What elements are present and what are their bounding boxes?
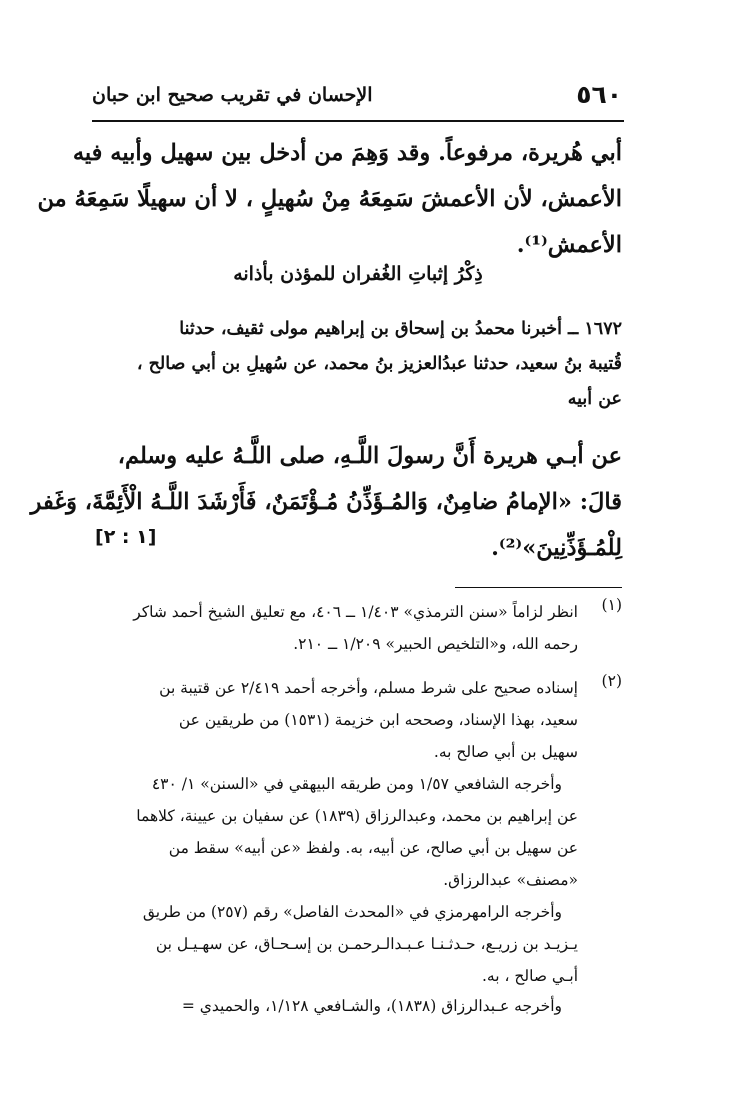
hadith-reference-tag: [١ : ٢]	[95, 526, 157, 548]
footnote-marker: (٢)	[601, 672, 622, 690]
footnote-paragraph	[92, 928, 578, 992]
intro-paragraph	[37, 130, 622, 268]
footnote-paragraph	[92, 768, 562, 800]
text-line: الأعمش، لأن الأعمشَ سَمِعَهُ مِنْ سُهيلٍ ، لا أن سهيلًا سَمِعَهُ من	[37, 186, 622, 212]
header-rule	[92, 120, 624, 122]
footnote-marker: (١)	[601, 596, 622, 614]
text-line: عن أبـي هريرة أَنَّ رسولَ اللَّـهِ، صلى اللَّـهُ عليه وسلم،	[117, 443, 622, 469]
text-line: وأخرجه عـبدالرزاق (١٨٣٨)، والشـافعي ١/١٢٨، والحميدي =	[181, 997, 562, 1015]
text-line: انظر لزاماً «سنن الترمذي» ١/٤٠٣ ــ ٤٠٦، مع تعليق الشيخ أحمد شاكر	[133, 603, 578, 621]
matn-paragraph	[30, 433, 622, 571]
text-line: قالَ: «الإمامُ ضامِنٌ، وَالمُـؤَذِّنُ مُـؤْتَمَنٌ، فَأَرْشَدَ اللَّـهُ الْأَئِمَّةَ، وَغَفر	[30, 489, 622, 515]
text-line: يـزيـد بن زريـع، حـدثـنـا عـبـدالـرحمـن بن إسـحـاق، عن سهـيـل بن	[155, 935, 578, 953]
text-line: أبـي صالح ، به.	[481, 967, 578, 985]
page-header	[92, 78, 622, 120]
isnad-paragraph	[92, 312, 622, 417]
page-number: ٥٦٠	[576, 80, 622, 109]
footnote-rule	[455, 587, 622, 588]
text-line: عن أبيه	[567, 389, 622, 409]
text-line: وأخرجه الشافعي ١/٥٧ ومن طريقه البيهقي في «السنن» ١/ ٤٣٠	[151, 775, 562, 793]
footnote-1	[92, 596, 578, 660]
footnote-paragraph	[92, 800, 578, 896]
text-line: إسناده صحيح على شرط مسلم، وأخرجه أحمد ٢/٤١٩ عن قتيبة بن	[159, 679, 578, 697]
text-line: وأخرجه الرامهرمزي في «المحدث الفاصل» رقم (٢٥٧) من طريق	[142, 903, 562, 921]
text-line: قُتيبة بنُ سعيد، حدثنا عبدُالعزيز بنُ محمد، عن سُهيلِ بن أبي صالح ،	[136, 354, 622, 374]
text-line: «مصنف» عبدالرزاق.	[443, 871, 578, 889]
text-line: سعيد، بهذا الإسناد، وصححه ابن خزيمة (١٥٣١) من طريقين عن	[178, 711, 578, 729]
text-line: لِلْمُـؤَذِّنِينَ»⁽²⁾.	[491, 535, 622, 561]
text-line: رحمه الله، و«التلخيص الحبير» ١/٢٠٩ ــ ٢١٠.	[293, 635, 578, 653]
footnote-2	[92, 672, 578, 768]
footnote-paragraph	[92, 896, 562, 928]
text-line: عن سهيل بن أبي صالح، عن أبيه، به. ولفظ «عن أبيه» سقط من	[168, 839, 578, 857]
section-heading: ذِكْرُ إثباتِ الغُفران للمؤذن بأذانه	[233, 263, 483, 285]
footnote-paragraph	[92, 990, 562, 1022]
text-line: الأعمش⁽¹⁾.	[516, 232, 622, 258]
text-line: أبي هُريرة، مرفوعاً. وقد وَهِمَ من أدخل بين سهيل وأبيه فيه	[72, 140, 622, 166]
text-line: عن إبراهيم بن محمد، وعبدالرزاق (١٨٣٩) عن سفيان بن عيينة، كلاهما	[136, 807, 578, 825]
text-line: ١٦٧٢ ــ أخبرنا محمدُ بن إسحاق بن إبراهيم مولى ثقيف، حدثنا	[179, 319, 622, 339]
text-line: سهيل بن أبي صالح به.	[433, 743, 578, 761]
running-title: الإحسان في تقريب صحيح ابن حبان	[92, 84, 373, 106]
